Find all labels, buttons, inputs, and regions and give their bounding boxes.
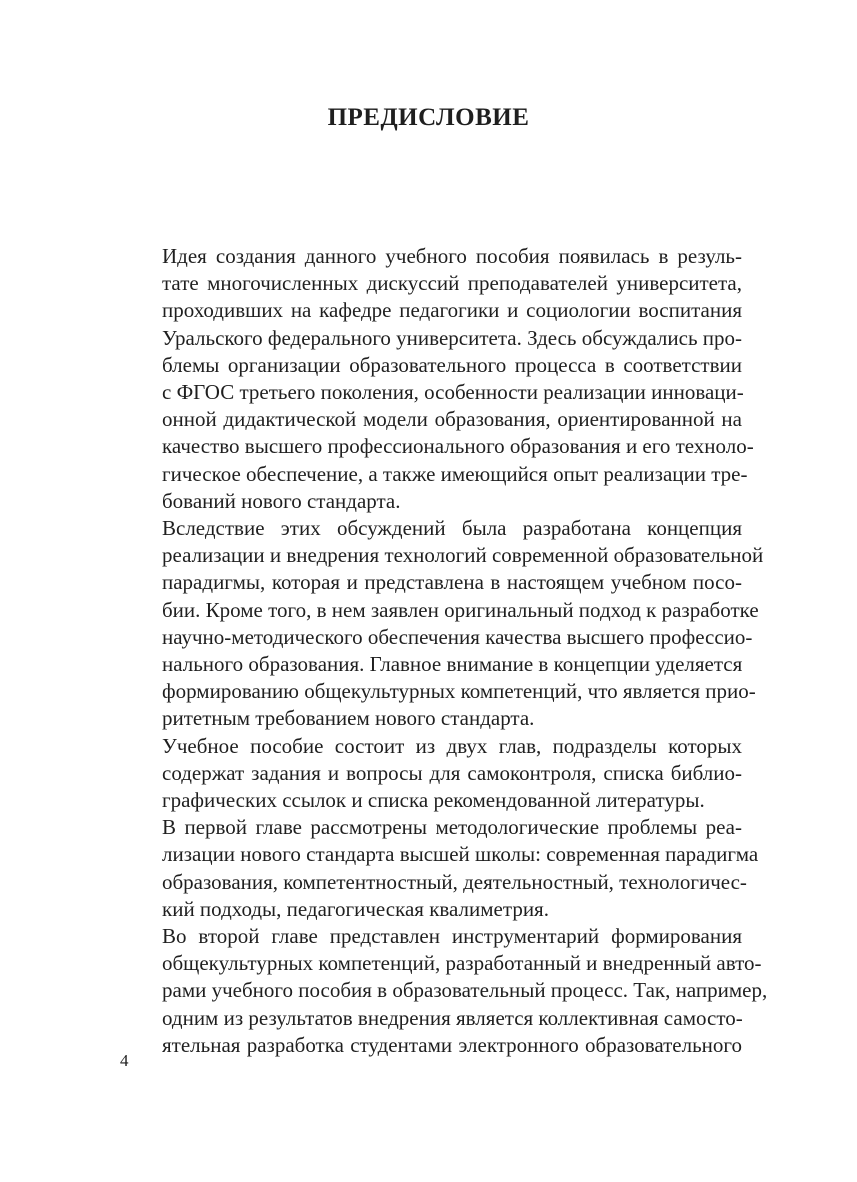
text-line: научно-методического обеспечения качества высшего профессио- bbox=[162, 624, 753, 649]
preface-body bbox=[122, 243, 768, 1059]
text-line: онной дидактической модели образования, ориентированной на bbox=[162, 407, 742, 432]
text-line: содержат задания и вопросы для самоконтроля, списка библио- bbox=[162, 760, 742, 785]
text-line: Вследствие этих обсуждений была разработана концепция bbox=[162, 516, 742, 541]
text-line: ятельная разработка студентами электронного образовательного bbox=[162, 1032, 742, 1057]
text-line: Уральского федерального университета. Здесь обсуждались про- bbox=[162, 325, 743, 350]
text-line: Идея создания данного учебного пособия появилась в резуль- bbox=[162, 244, 742, 268]
text-line: лизации нового стандарта высшей школы: современная парадигма bbox=[162, 842, 759, 867]
text-line: гическое обеспечение, а также имеющийся опыт реализации тре- bbox=[162, 461, 748, 486]
text-line: парадигмы, которая и представлена в настоящем учебном посо- bbox=[162, 570, 742, 595]
text-line: графических ссылок и списка рекомендованной литературы. bbox=[162, 788, 705, 813]
page-title: ПРЕДИСЛОВИЕ bbox=[327, 104, 530, 131]
text-line: В первой главе рассмотрены методологические проблемы реа- bbox=[162, 815, 742, 840]
text-line: тате многочисленных дискуссий преподавателей университета, bbox=[162, 271, 742, 296]
text-line: блемы организации образовательного процесса в соответствии bbox=[162, 352, 742, 377]
text-line: рами учебного пособия в образовательный процесс. Так, например, bbox=[162, 978, 768, 1003]
text-line: одним из результатов внедрения является коллективная самосто- bbox=[162, 1005, 743, 1030]
text-line: проходивших на кафедре педагогики и социологии воспитания bbox=[162, 298, 742, 323]
text-line: нального образования. Главное внимание в концепции уделяется bbox=[162, 652, 743, 677]
text-line: бии. Кроме того, в нем заявлен оригинальный подход к разработке bbox=[162, 597, 759, 622]
text-line: Во второй главе представлен инструментарий формирования bbox=[162, 924, 742, 949]
paragraph-5 bbox=[122, 923, 768, 1059]
text-line: реализации и внедрения технологий современной образовательной bbox=[162, 543, 764, 568]
page-number: 4 bbox=[120, 1051, 129, 1070]
text-line: ритетным требованием нового стандарта. bbox=[162, 706, 535, 731]
text-line: образования, компетентностный, деятельностный, технологичес- bbox=[162, 869, 747, 894]
text-line: бований нового стандарта. bbox=[162, 488, 401, 513]
text-line: формированию общекультурных компетенций, что является прио- bbox=[162, 679, 756, 704]
text-line: с ФГОС третьего поколения, особенности реализации инноваци- bbox=[162, 380, 744, 405]
paragraph-3 bbox=[122, 733, 742, 815]
text-line: кий подходы, педагогическая квалиметрия. bbox=[162, 896, 549, 921]
text-line: качество высшего профессионального образования и его техноло- bbox=[162, 434, 754, 459]
paragraph-2 bbox=[122, 515, 764, 733]
text-line: общекультурных компетенций, разработанный и внедренный авто- bbox=[162, 951, 762, 976]
text-line: Учебное пособие состоит из двух глав, подразделы которых bbox=[162, 733, 742, 758]
paragraph-1 bbox=[122, 243, 754, 515]
paragraph-4 bbox=[122, 814, 759, 923]
